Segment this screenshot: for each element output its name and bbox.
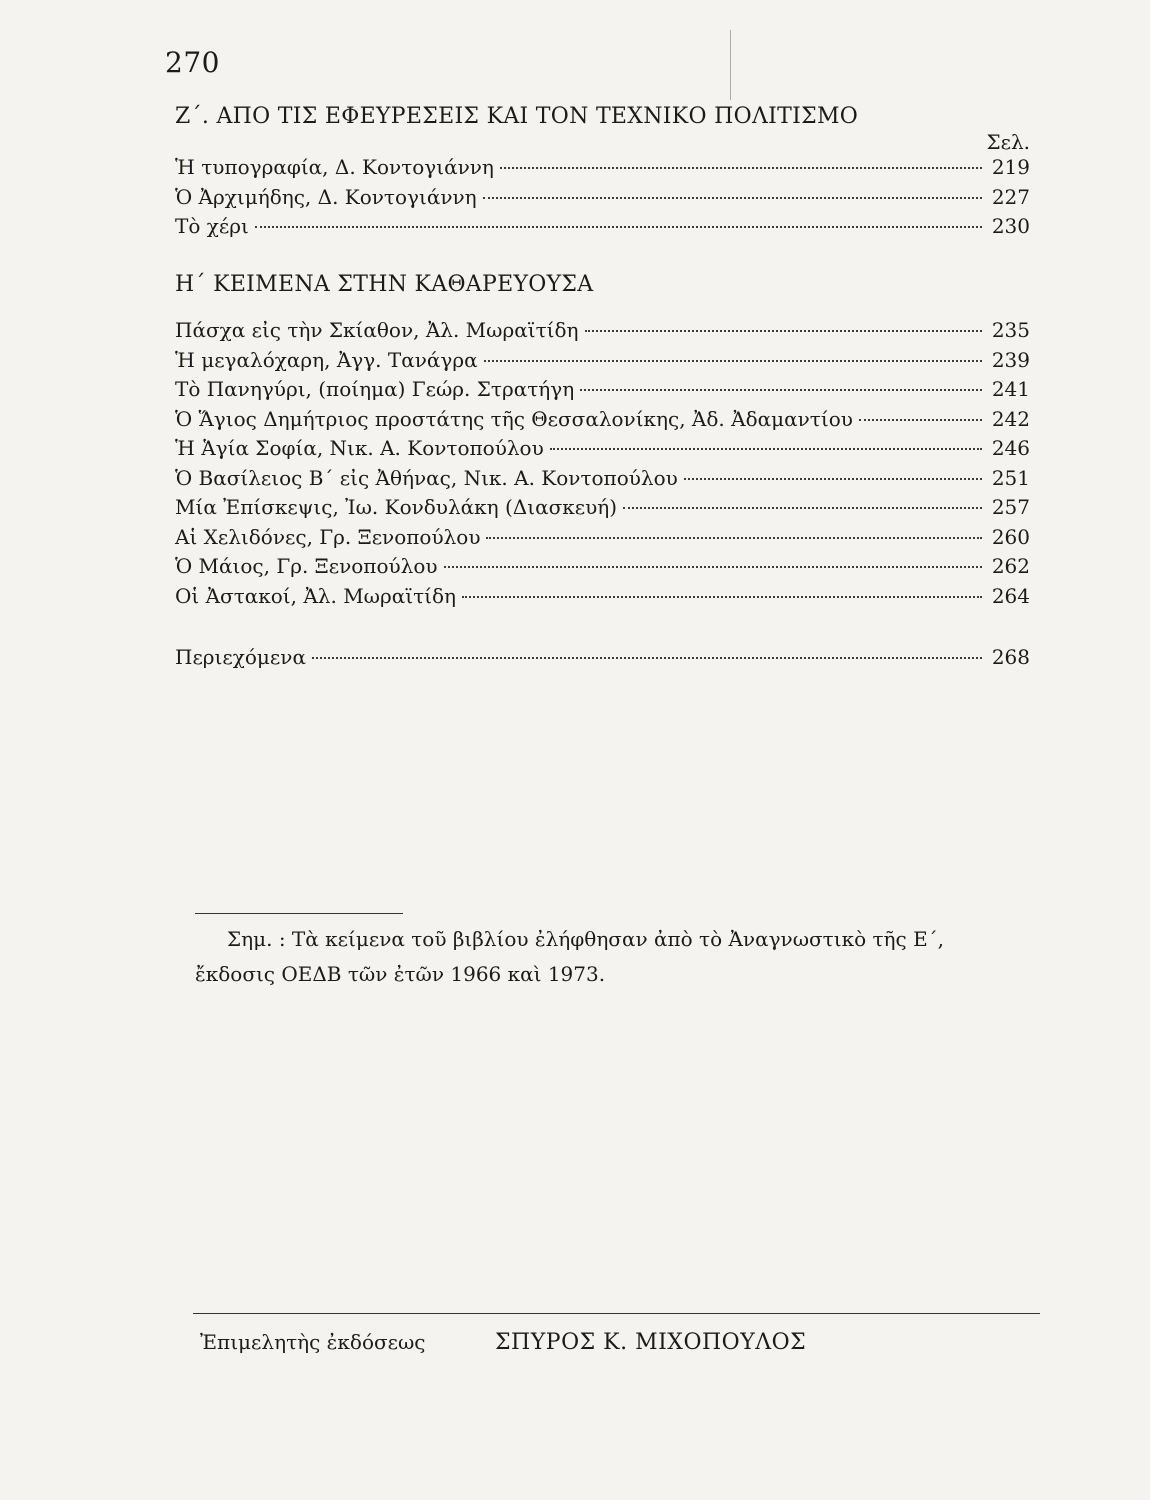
margin-mark — [730, 30, 731, 100]
toc-contents — [175, 645, 1030, 675]
toc-entry-page: 257 — [991, 495, 1030, 519]
dot-leader — [486, 537, 982, 539]
dot-leader — [550, 448, 982, 450]
page-number: 270 — [165, 46, 220, 79]
toc-entry-title: Ὁ Μάιος, Γρ. Ξενοπούλου — [175, 554, 438, 578]
toc-entry-page: 251 — [991, 465, 1030, 490]
toc-entry-title: Αἱ Χελιδόνες, Γρ. Ξενοπούλου — [175, 524, 481, 549]
toc-entry-title: Ὁ Ἀρχιμήδης, Δ. Κοντογιάννη — [175, 184, 477, 209]
toc-entry — [175, 436, 1030, 466]
toc-entry-title: Τὸ χέρι — [175, 214, 249, 238]
footnote-line-1: Σημ. : Τὰ κείμενα τοῦ βιβλίου ἐλήφθησαν ἀπὸ τὸ Ἀναγνωστικὸ τῆς Ε΄, — [227, 927, 945, 951]
dot-leader — [484, 360, 982, 362]
toc-entry-page: 242 — [991, 406, 1030, 431]
page-column-header: Σελ. — [986, 130, 1030, 154]
toc-entry-page: 246 — [991, 436, 1030, 460]
dot-leader — [462, 596, 982, 598]
toc-entry-title: Ἡ μεγαλόχαρη, Ἀγγ. Τανάγρα — [175, 347, 478, 372]
toc-entry — [175, 495, 1030, 525]
section-heading-z: Ζ΄. ΑΠΟ ΤΙΣ ΕΦΕΥΡΕΣΕΙΣ ΚΑΙ ΤΟΝ ΤΕΧΝΙΚΟ ΠΟΛΙΤΙΣΜΟ — [175, 104, 859, 129]
toc-entry — [175, 377, 1030, 407]
editor-credit — [200, 1330, 1040, 1354]
toc-entry — [175, 214, 1030, 244]
toc-entry-page: 260 — [991, 524, 1030, 549]
toc-entry — [175, 584, 1030, 614]
toc-entry — [175, 348, 1030, 378]
toc-entry — [175, 645, 1030, 675]
toc-entry-title: Ἡ τυπογραφία, Δ. Κοντογιάννη — [175, 155, 494, 179]
dot-leader — [500, 167, 982, 169]
dot-leader — [444, 566, 982, 568]
toc-section-z — [175, 155, 1030, 244]
toc-entry-title: Πάσχα εἰς τὴν Σκίαθον, Ἀλ. Μωραϊτίδη — [175, 318, 579, 342]
dot-leader — [623, 507, 982, 509]
editor-name: ΣΠΥΡΟΣ Κ. ΜΙΧΟΠΟΥΛΟΣ — [495, 1330, 807, 1355]
toc-entry-page: 262 — [991, 554, 1030, 578]
toc-entry-title: Μία Ἐπίσκεψις, Ἰω. Κονδυλάκη (Διασκευή) — [175, 495, 618, 519]
toc-entry-page: 241 — [991, 377, 1030, 401]
dot-leader — [859, 419, 982, 421]
editor-label: Ἐπιμελητὴς ἐκδόσεως — [200, 1330, 426, 1354]
footnote — [195, 922, 1040, 992]
dot-leader — [255, 226, 982, 228]
toc-entry — [175, 318, 1030, 348]
dot-leader — [585, 330, 982, 332]
toc-entry-title: Ὁ Ἅγιος Δημήτριος προστάτης τῆς Θεσσαλονίκης, Ἀδ. Ἀδαμαντίου — [175, 406, 853, 431]
toc-entry — [175, 525, 1030, 555]
toc-entry-title: Ὁ Βασίλειος Β΄ εἰς Ἀθήνας, Νικ. Α. Κοντοπούλου — [175, 465, 678, 490]
toc-entry-title: Οἱ Ἀστακοί, Ἀλ. Μωραϊτίδη — [175, 583, 457, 608]
toc-entry-title: Τὸ Πανηγύρι, (ποίημα) Γεώρ. Στρατήγη — [175, 377, 575, 401]
toc-entry-page: 235 — [991, 318, 1030, 342]
toc-section-h — [175, 318, 1030, 613]
toc-entry — [175, 466, 1030, 496]
toc-entry — [175, 554, 1030, 584]
footnote-line-2: ἔκδοσις ΟΕΔΒ τῶν ἐτῶν 1966 καὶ 1973. — [195, 962, 606, 986]
section-heading-h: Η΄ ΚΕΙΜΕΝΑ ΣΤΗΝ ΚΑΘΑΡΕΥΟΥΣΑ — [175, 272, 594, 297]
footer-divider — [193, 1313, 1040, 1314]
toc-entry — [175, 407, 1030, 437]
note-divider — [195, 913, 403, 914]
toc-entry-title: Περιεχόμενα — [175, 645, 306, 669]
toc-entry-page: 219 — [991, 155, 1030, 179]
toc-entry-title: Ἡ Ἁγία Σοφία, Νικ. Α. Κοντοπούλου — [175, 436, 544, 460]
toc-entry-page: 268 — [991, 645, 1030, 669]
toc-entry-page: 230 — [991, 214, 1030, 238]
dot-leader — [580, 389, 982, 391]
dot-leader — [483, 197, 982, 199]
toc-entry-page: 227 — [991, 184, 1030, 209]
toc-entry-page: 264 — [991, 583, 1030, 608]
toc-entry-page: 239 — [991, 347, 1030, 372]
toc-entry — [175, 185, 1030, 215]
dot-leader — [312, 657, 982, 659]
dot-leader — [684, 478, 982, 480]
toc-entry — [175, 155, 1030, 185]
